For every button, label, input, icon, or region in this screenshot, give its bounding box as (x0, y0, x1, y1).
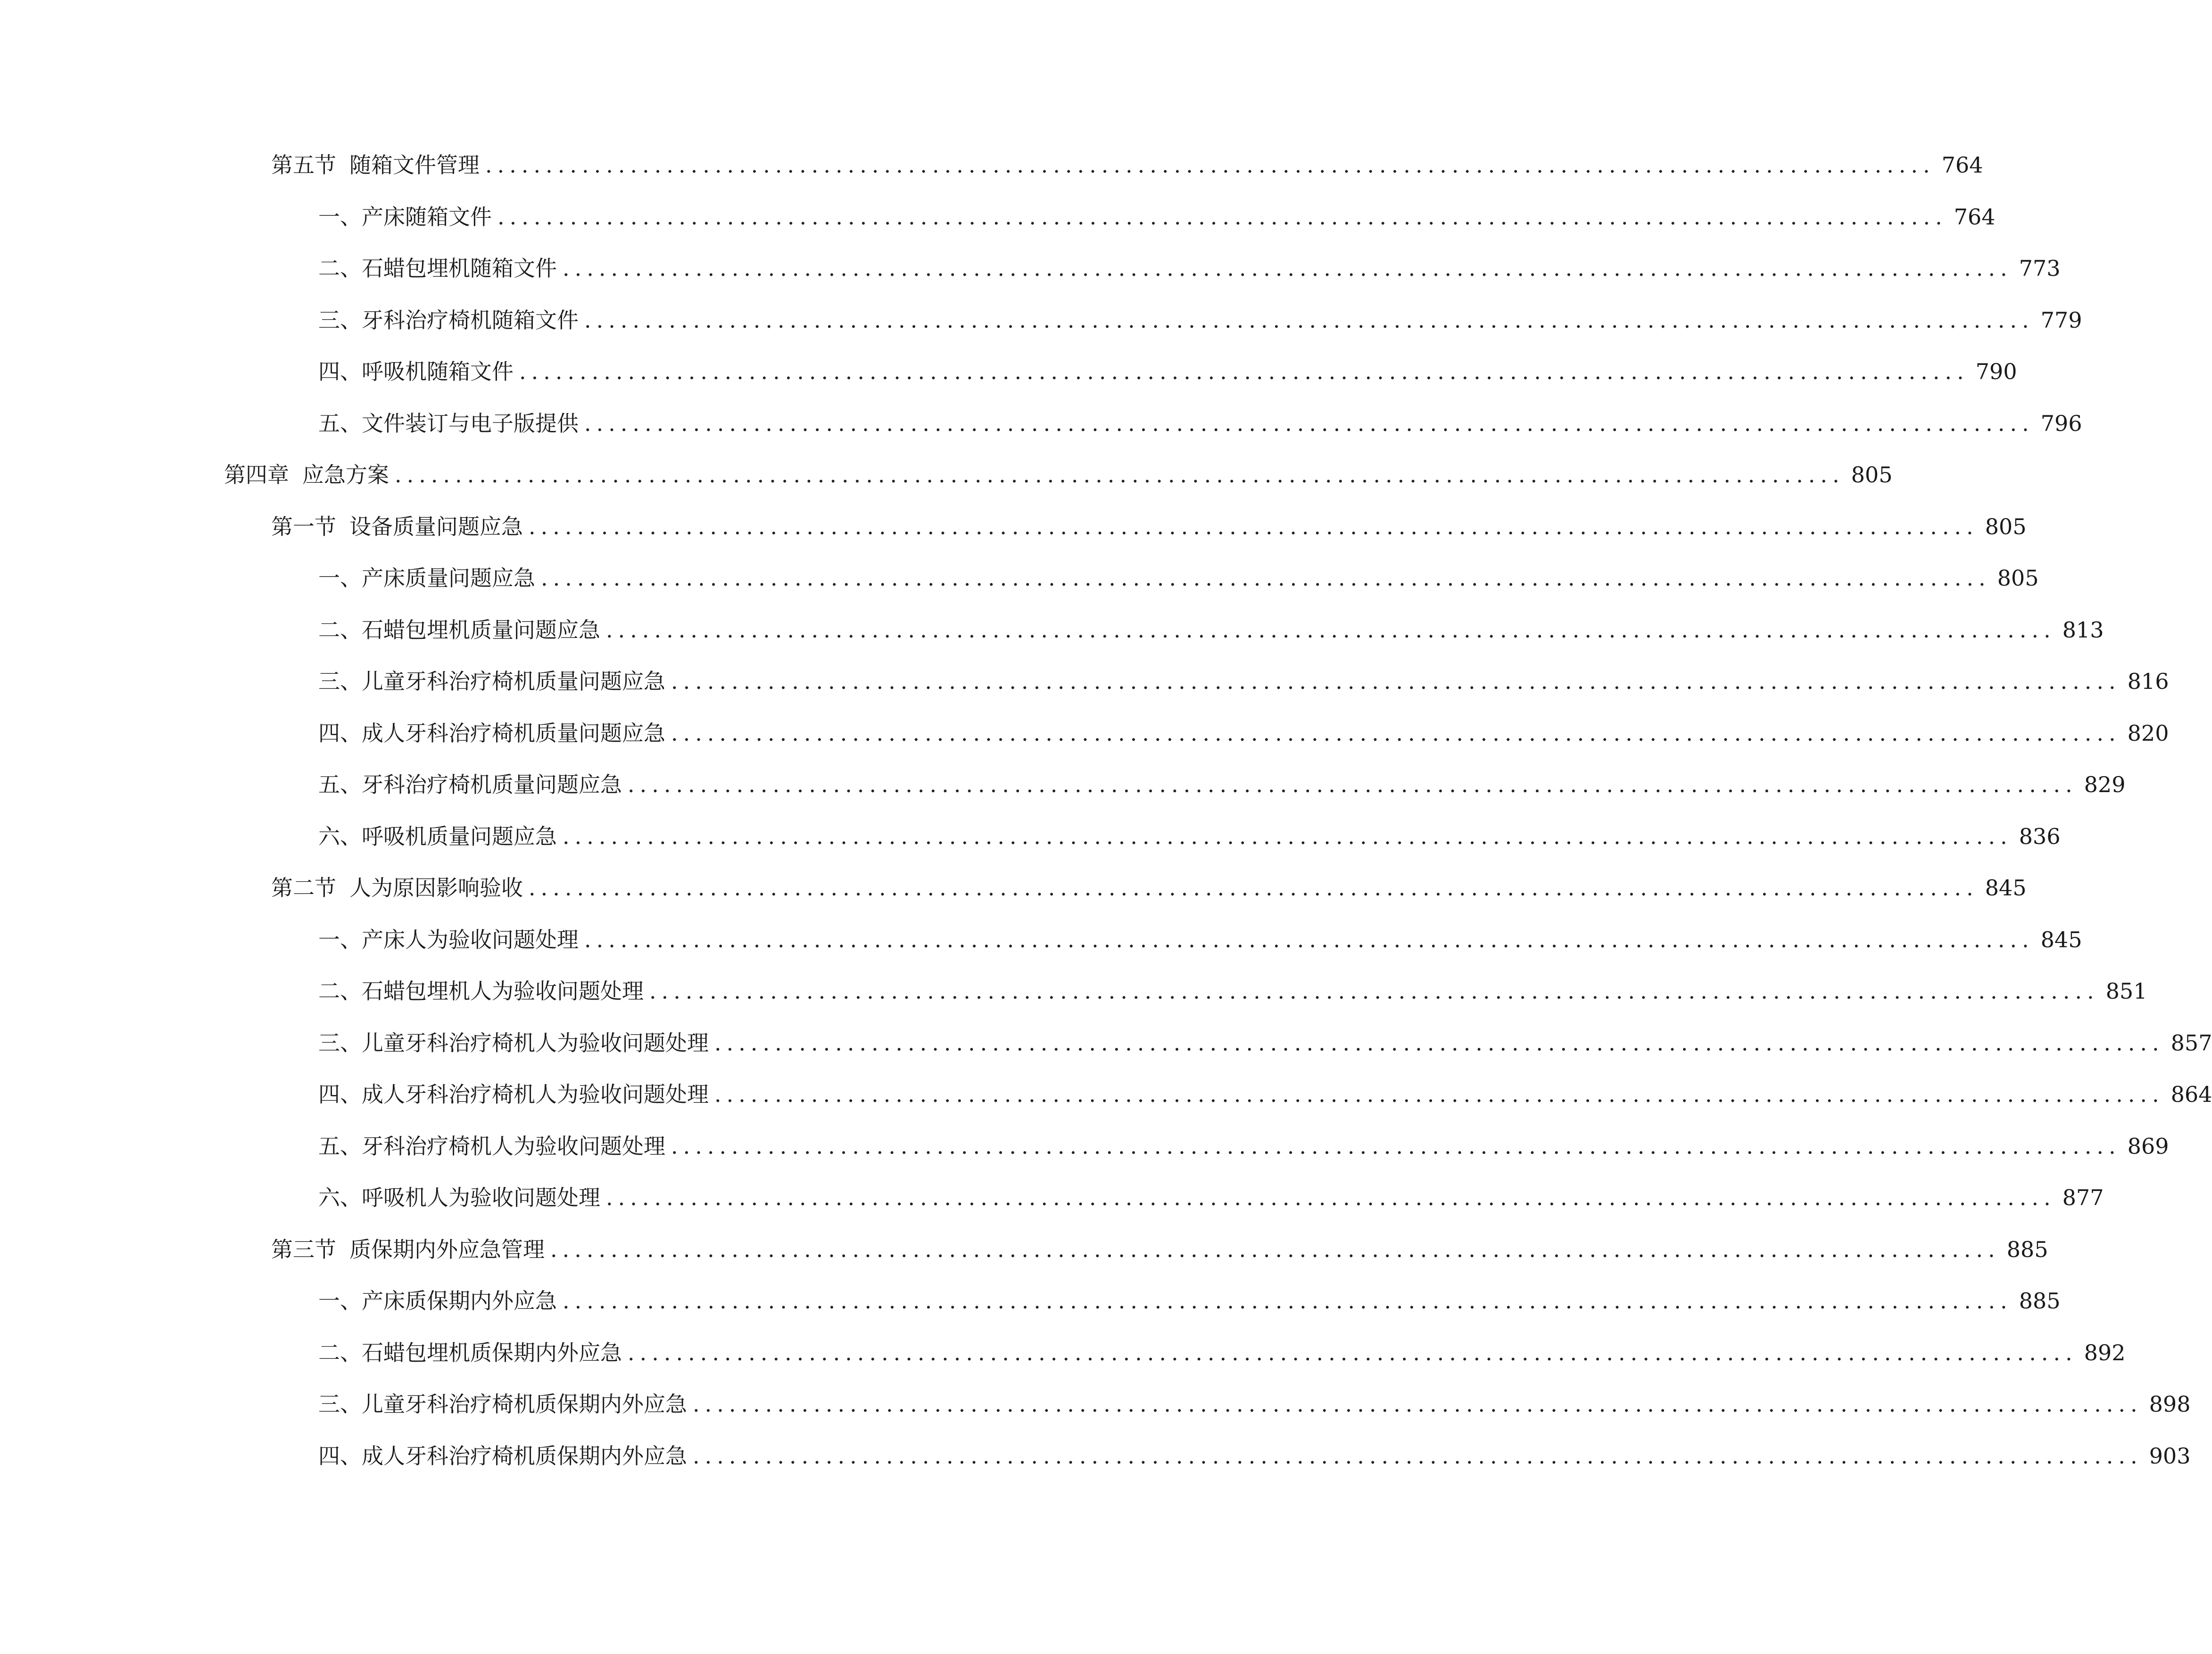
toc-entry-page-number: 764 (1941, 152, 1983, 178)
toc-entry[interactable] (318, 1179, 2104, 1216)
dot-leader: ........................................................................................................................ (671, 1133, 2121, 1159)
toc-entry[interactable] (224, 456, 1893, 494)
toc-entry[interactable] (318, 714, 2169, 752)
toc-entry-title: 牙科治疗椅机随箱文件 (362, 307, 579, 333)
toc-entry-title: 呼吸机随箱文件 (362, 359, 514, 384)
dot-leader: ........................................................................................................................ (563, 823, 2013, 849)
toc-entry-marker: 五、 (318, 410, 362, 436)
toc-entry-title: 呼吸机质量问题应急 (362, 823, 557, 849)
toc-entry-title: 石蜡包埋机质量问题应急 (362, 617, 600, 643)
toc-entry[interactable] (318, 353, 2017, 390)
toc-entry-page-number: 836 (2019, 823, 2061, 849)
toc-entry-title: 随箱文件管理 (349, 152, 480, 178)
toc-entry-marker: 四、 (318, 720, 362, 746)
dot-leader: ........................................................................................................................ (584, 926, 2034, 952)
toc-entry-marker: 二、 (318, 978, 362, 1004)
toc-entry-marker: 五、 (318, 1133, 362, 1159)
dot-leader: ........................................................................................................................ (529, 513, 1979, 539)
dot-leader: ........................................................................................................................ (395, 462, 1845, 488)
toc-entry-marker: 第四章 (224, 462, 289, 488)
toc-entry[interactable] (318, 1437, 2191, 1475)
toc-entry[interactable] (318, 1282, 2061, 1320)
toc-entry-marker: 三、 (318, 1030, 362, 1056)
toc-entry-page-number: 845 (1985, 875, 2027, 901)
toc-entry[interactable] (318, 1024, 2212, 1062)
toc-entry[interactable] (318, 1334, 2126, 1372)
toc-entry-marker: 一、 (318, 204, 362, 230)
toc-entry-marker: 第二节 (271, 875, 336, 901)
dot-leader: ........................................................................................................................ (628, 1340, 2078, 1365)
toc-entry-marker: 第五节 (271, 152, 336, 178)
toc-entry-page-number: 805 (1997, 565, 2039, 591)
dot-leader: ........................................................................................................................ (714, 1030, 2164, 1056)
dot-leader: ........................................................................................................................ (714, 1082, 2164, 1107)
dot-leader: ........................................................................................................................ (671, 720, 2121, 746)
toc-entry-marker: 四、 (318, 359, 362, 384)
toc-entry-marker: 六、 (318, 1185, 362, 1210)
toc-entry-page-number: 877 (2062, 1185, 2104, 1210)
toc-entry-marker: 三、 (318, 307, 362, 333)
toc-entry-title: 应急方案 (302, 462, 389, 488)
toc-entry-title: 呼吸机人为验收问题处理 (362, 1185, 600, 1210)
toc-entry-page-number: 796 (2040, 410, 2082, 436)
toc-entry[interactable] (271, 1231, 2048, 1268)
toc-entry-page-number: 864 (2171, 1082, 2212, 1107)
dot-leader: ........................................................................................................................ (628, 772, 2078, 797)
toc-entry-title: 设备质量问题应急 (349, 513, 523, 539)
toc-entry-marker: 一、 (318, 565, 362, 591)
dot-leader: ........................................................................................................................ (563, 256, 2013, 281)
toc-entry-page-number: 820 (2127, 720, 2169, 746)
toc-entry-page-number: 816 (2127, 669, 2169, 694)
toc-entry[interactable] (318, 611, 2104, 649)
toc-entry-page-number: 892 (2084, 1340, 2126, 1365)
toc-entry-page-number: 805 (1985, 513, 2027, 539)
toc-entry-page-number: 813 (2062, 617, 2104, 643)
toc-entry[interactable] (271, 146, 1983, 184)
toc-entry-marker: 二、 (318, 256, 362, 281)
dot-leader: ........................................................................................................................ (606, 617, 2056, 643)
toc-entry-title: 产床质保期内外应急 (362, 1288, 557, 1314)
toc-entry[interactable] (318, 766, 2126, 803)
dot-leader: ........................................................................................................................ (584, 307, 2034, 333)
toc-entry[interactable] (318, 662, 2169, 700)
dot-leader: ........................................................................................................................ (563, 1288, 2013, 1314)
toc-entry-marker: 二、 (318, 1340, 362, 1365)
toc-entry[interactable] (318, 559, 2039, 597)
toc-entry-marker: 一、 (318, 1288, 362, 1314)
toc-entry[interactable] (318, 405, 2082, 442)
toc-entry-title: 儿童牙科治疗椅机人为验收问题处理 (362, 1030, 709, 1056)
toc-entry[interactable] (318, 1075, 2212, 1113)
dot-leader: ........................................................................................................................ (584, 410, 2034, 436)
toc-entry-title: 文件装订与电子版提供 (362, 410, 579, 436)
toc-entry-marker: 二、 (318, 617, 362, 643)
toc-entry-marker: 五、 (318, 772, 362, 797)
toc-entry-title: 成人牙科治疗椅机质保期内外应急 (362, 1443, 687, 1469)
toc-entry-marker: 四、 (318, 1443, 362, 1469)
toc-entry[interactable] (318, 1385, 2191, 1423)
toc-entry[interactable] (318, 921, 2082, 959)
toc-entry-title: 产床质量问题应急 (362, 565, 535, 591)
toc-entry-title: 石蜡包埋机人为验收问题处理 (362, 978, 644, 1004)
toc-entry-page-number: 805 (1851, 462, 1893, 488)
toc-entry-page-number: 885 (2006, 1236, 2048, 1262)
toc-entry-title: 质保期内外应急管理 (349, 1236, 545, 1262)
toc-entry-page-number: 845 (2040, 926, 2082, 952)
dot-leader: ........................................................................................................................ (693, 1391, 2143, 1417)
toc-entry-page-number: 869 (2127, 1133, 2169, 1159)
toc-entry-title: 牙科治疗椅机质量问题应急 (362, 772, 622, 797)
toc-entry-marker: 四、 (318, 1082, 362, 1107)
toc-entry[interactable] (271, 869, 2027, 907)
dot-leader: ........................................................................................................................ (519, 359, 1969, 384)
toc-entry[interactable] (318, 1127, 2169, 1165)
toc-entry-page-number: 764 (1954, 204, 1996, 230)
dot-leader: ........................................................................................................................ (541, 565, 1991, 591)
toc-entry-page-number: 829 (2084, 772, 2126, 797)
dot-leader: ........................................................................................................................ (497, 204, 1947, 230)
toc-entry-title: 产床人为验收问题处理 (362, 926, 579, 952)
toc-entry[interactable] (318, 301, 2082, 339)
toc-entry-marker: 六、 (318, 823, 362, 849)
toc-entry[interactable] (318, 198, 1996, 236)
toc-entry-marker: 三、 (318, 669, 362, 694)
toc-entry-page-number: 851 (2105, 978, 2147, 1004)
toc-entry-page-number: 903 (2149, 1443, 2191, 1469)
toc-entry-title: 产床随箱文件 (362, 204, 492, 230)
toc-entry-marker: 第一节 (271, 513, 336, 539)
dot-leader: ........................................................................................................................ (529, 875, 1979, 901)
toc-entry-title: 儿童牙科治疗椅机质保期内外应急 (362, 1391, 687, 1417)
toc-entry[interactable] (318, 972, 2147, 1010)
toc-entry-page-number: 898 (2149, 1391, 2191, 1417)
dot-leader: ........................................................................................................................ (550, 1236, 2000, 1262)
toc-entry-marker: 三、 (318, 1391, 362, 1417)
toc-entry-page-number: 773 (2019, 256, 2061, 281)
toc-entry-page-number: 857 (2171, 1030, 2212, 1056)
dot-leader: ........................................................................................................................ (671, 669, 2121, 694)
dot-leader: ........................................................................................................................ (693, 1443, 2143, 1469)
toc-entry[interactable] (271, 508, 2027, 546)
toc-entry-marker: 第三节 (271, 1236, 336, 1262)
dot-leader: ........................................................................................................................ (485, 152, 1935, 178)
toc-entry-title: 石蜡包埋机质保期内外应急 (362, 1340, 622, 1365)
toc-entry-page-number: 790 (1975, 359, 2017, 384)
toc-entry-title: 成人牙科治疗椅机人为验收问题处理 (362, 1082, 709, 1107)
toc-entry-title: 成人牙科治疗椅机质量问题应急 (362, 720, 665, 746)
toc-entry[interactable] (318, 249, 2061, 287)
toc-entry-title: 人为原因影响验收 (349, 875, 523, 901)
toc-entry-title: 石蜡包埋机随箱文件 (362, 256, 557, 281)
toc-entry-page-number: 885 (2019, 1288, 2061, 1314)
dot-leader: ........................................................................................................................ (649, 978, 2099, 1004)
toc-entry-marker: 一、 (318, 926, 362, 952)
toc-entry-title: 儿童牙科治疗椅机质量问题应急 (362, 669, 665, 694)
toc-entry[interactable] (318, 818, 2061, 855)
toc-entry-title: 牙科治疗椅机人为验收问题处理 (362, 1133, 665, 1159)
toc-entry-page-number: 779 (2040, 307, 2082, 333)
dot-leader: ........................................................................................................................ (606, 1185, 2056, 1210)
